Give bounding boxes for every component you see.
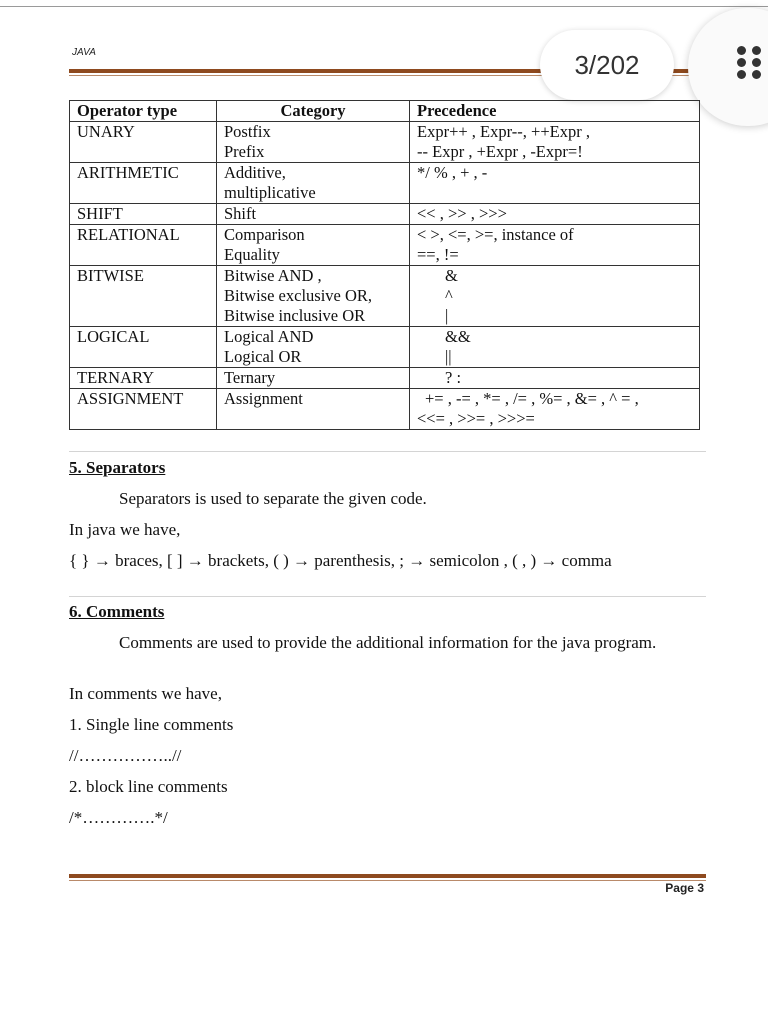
category-cell [217,327,410,368]
precedence-line: && [445,327,471,346]
footer-rule-thin [69,880,706,881]
precedence-line: ? : [445,368,462,387]
category-line: Equality [224,245,280,264]
table-row [70,266,700,327]
category-cell [217,368,410,389]
category-line: Bitwise inclusive OR [224,306,366,325]
precedence-line: ^ [445,286,453,305]
precedence-line: -- Expr , +Expr , -Expr=! [417,142,583,161]
precedence-line: < >, <=, >=, instance of [417,225,574,244]
page-counter-badge[interactable]: 3/202 [540,30,674,100]
category-cell [217,225,410,266]
precedence-line: || [445,347,452,366]
precedence-cell [410,122,700,163]
table-row [70,122,700,163]
top-border-line [0,6,768,7]
category-line: Additive, [224,163,286,182]
precedence-line: += , -= , *= , /= , %= , &= , ^ = , [425,389,639,408]
category-line: multiplicative [224,183,316,202]
precedence-line: Expr++ , Expr--, ++Expr , [417,122,590,141]
precedence-line: << , >> , >>> [417,204,507,223]
precedence-line: & [445,266,458,285]
section-divider [69,451,706,452]
table-row [70,327,700,368]
precedence-cell [410,327,700,368]
separators-list: { } → braces, [ ] → brackets, ( ) → parenthesis, ; → semicolon , ( , ) → comma [69,551,612,570]
separators-intro: Separators is used to separate the given code. [119,489,427,508]
category-line: Prefix [224,142,265,161]
operator-type-cell: LOGICAL [70,327,217,368]
operator-type-cell: SHIFT [70,204,217,225]
precedence-cell [410,204,700,225]
operator-type-cell: RELATIONAL [70,225,217,266]
column-header-category: Category [217,101,410,122]
comments-intro: Comments are used to provide the additional information for the java program. [119,633,657,652]
precedence-line: ==, != [417,245,459,264]
operator-type-cell: TERNARY [70,368,217,389]
block-comments-title: 2. block line comments [69,777,228,796]
separators-heading: 5. Separators [69,458,166,477]
category-line: Logical OR [224,347,302,366]
category-cell [217,389,410,430]
category-line: Comparison [224,225,305,244]
operator-precedence-table [69,100,700,430]
precedence-line: | [445,306,449,325]
category-line: Assignment [224,389,303,408]
category-line: Bitwise exclusive OR, [224,286,373,305]
table-row [70,163,700,204]
block-comments-example: /*………….*/ [69,808,168,827]
category-line: Logical AND [224,327,314,346]
column-header-precedence: Precedence [410,101,700,122]
operator-type-cell: ASSIGNMENT [70,389,217,430]
dots-menu-icon[interactable] [737,46,765,80]
comments-heading: 6. Comments [69,602,165,621]
page-number-footer: Page 3 [665,881,704,895]
category-line: Postfix [224,122,271,141]
single-line-comments-example: //……………..// [69,746,182,765]
precedence-cell [410,163,700,204]
precedence-line: <<= , >>= , >>>= [417,409,535,428]
category-cell [217,266,410,327]
comments-have: In comments we have, [69,684,222,703]
category-line: Bitwise AND , [224,266,322,285]
table-row [70,204,700,225]
precedence-cell [410,266,700,327]
category-line: Shift [224,204,257,223]
category-cell [217,204,410,225]
precedence-line: */ % , + , - [417,163,488,182]
table-header-row [70,101,700,122]
section-divider [69,596,706,597]
precedence-cell [410,389,700,430]
category-cell [217,122,410,163]
footer-rule [69,874,706,878]
operator-type-cell: ARITHMETIC [70,163,217,204]
precedence-cell [410,368,700,389]
single-line-comments-title: 1. Single line comments [69,715,234,734]
operator-type-cell: UNARY [70,122,217,163]
category-line: Ternary [224,368,276,387]
table-row [70,389,700,430]
separators-have: In java we have, [69,520,181,539]
precedence-cell [410,225,700,266]
operator-type-cell: BITWISE [70,266,217,327]
table-row [70,368,700,389]
table-row [70,225,700,266]
category-cell [217,163,410,204]
document-header-label: JAVA [72,47,96,58]
column-header-operator-type: Operator type [70,101,217,122]
